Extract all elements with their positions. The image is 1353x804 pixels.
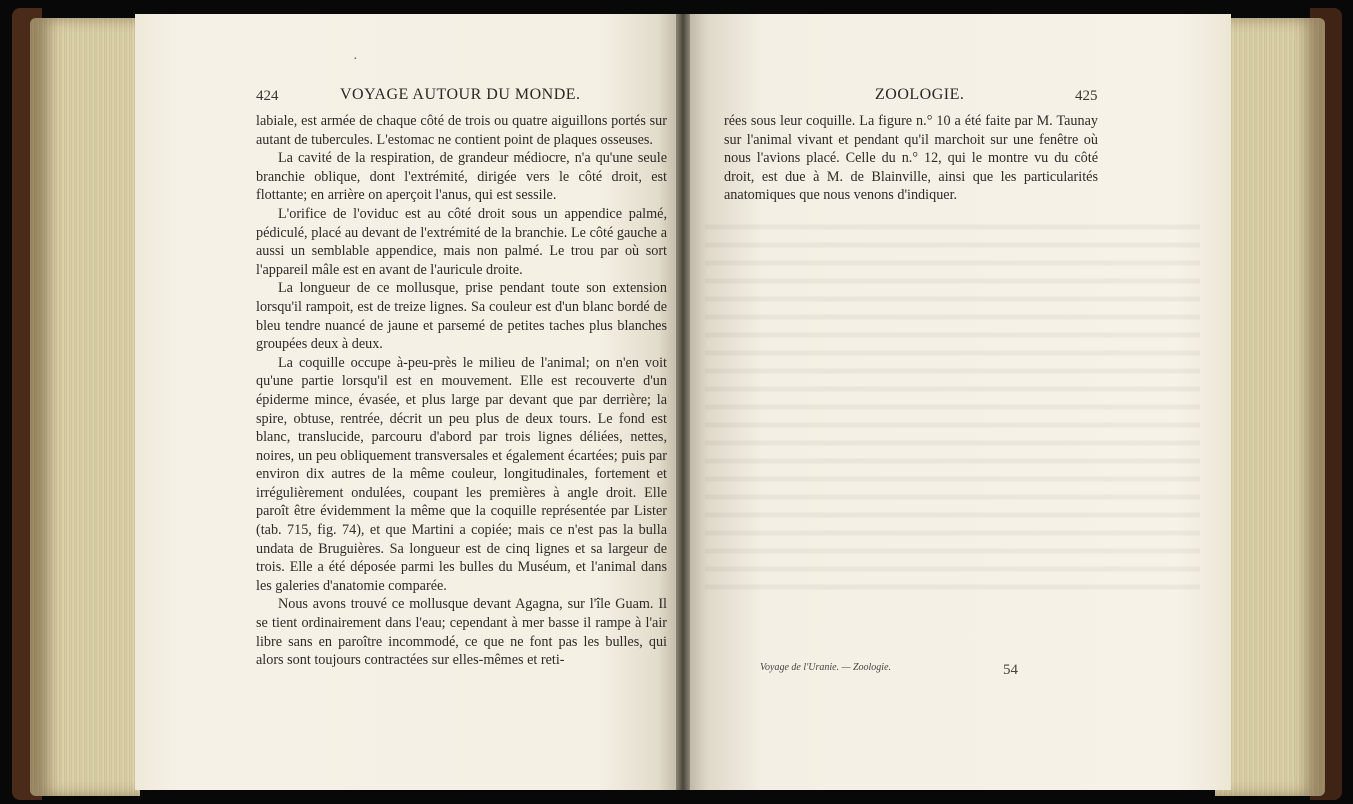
- show-through-text: [705, 215, 1200, 595]
- page-edges-right: [1215, 18, 1325, 796]
- paragraph: La coquille occupe à-peu-près le milieu de l'animal; on n'en voit qu'une partie lorsqu'il est en mouvement. Elle est recouverte d'un épiderme mince, évasée, et plus large par devant que par derrière; la spire, obtuse, rentrée, décrit un peu plus de deux tours. Le fond est blanc, translucide, parcouru d'abord par trois lignes déliées, nettes, noires, un peu obliquement transversales et également écartées; puis par environ dix autres de la même couleur, longitudinales, fortement et irrégulièrement ondulées, coupant les premières à angle droit. Elle paroît être évidemment la même que la coquille représentée par Lister (tab. 715, fig. 74), et que Martini a copiée; mais ce n'est pas la bulla undata de Bruguières. Sa longueur est de cinq lignes et sa largeur de trois. Elle a été déposée parmi les bulles du Muséum, et l'animal dans les galeries d'anatomie comparée.: [256, 354, 667, 594]
- paragraph: labiale, est armée de chaque côté de trois ou quatre aiguillons portés sur autant de tubercules. L'estomac ne contient point de plaques osseuses.: [256, 113, 667, 148]
- paragraph: Nous avons trouvé ce mollusque devant Agagna, sur l'île Guam. Il se tient ordinairement dans l'eau; cependant à mer basse il rampe à l'air libre sans en paroître incommodé, ce que ne font pas les bulles, qui alors sont toujours contractées sur elles-mêmes et reti-: [256, 596, 667, 669]
- book-gutter: [676, 14, 690, 790]
- footer-title: Voyage de l'Uranie. — Zoologie.: [760, 662, 892, 673]
- left-running-head: VOYAGE AUTOUR DU MONDE.: [340, 86, 581, 103]
- paragraph: rées sous leur coquille. La figure n.° 10 a été faite par M. Taunay sur l'animal vivant et pendant qu'il marchoit sur une fenêtre où nous l'avions placé. Celle du n.° 12, qui le montre vu du côté droit, est due à M. de Blainville, ainsi que les particularités anatomiques que nous venons d'indiquer.: [724, 113, 1098, 204]
- paragraph: La cavité de la respiration, de grandeur médiocre, n'a qu'une seule branchie oblique, dont l'extrémité, dirigée vers le côté droit, est flottante; en arrière on aperçoit l'anus, qui est sessile.: [256, 150, 667, 204]
- right-running-head: ZOOLOGIE.: [875, 86, 965, 103]
- right-page-number: 425: [1075, 88, 1098, 104]
- page-edges-left: [30, 18, 140, 796]
- left-page-body: [256, 112, 667, 670]
- paragraph: La longueur de ce mollusque, prise pendant toute son extension lorsqu'il rampoit, est de treize lignes. Sa couleur est d'un blanc bordé de bleu tendre nuancé de jaune et parsemé de petites taches plus blanches groupées deux à deux.: [256, 280, 667, 353]
- speck-mark: ·: [353, 52, 358, 67]
- left-page-number: 424: [256, 88, 279, 104]
- signature-mark: 54: [1003, 662, 1018, 678]
- paragraph: L'orifice de l'oviduc est au côté droit sous un appendice palmé, pédiculé, placé au devant de l'extrémité de la branchie. Le côté gauche a aussi un semblable appendice, mais non palmé. Le trou par où sort l'appareil mâle est en avant de l'auricule droite.: [256, 205, 667, 278]
- right-page-body: [724, 112, 1098, 205]
